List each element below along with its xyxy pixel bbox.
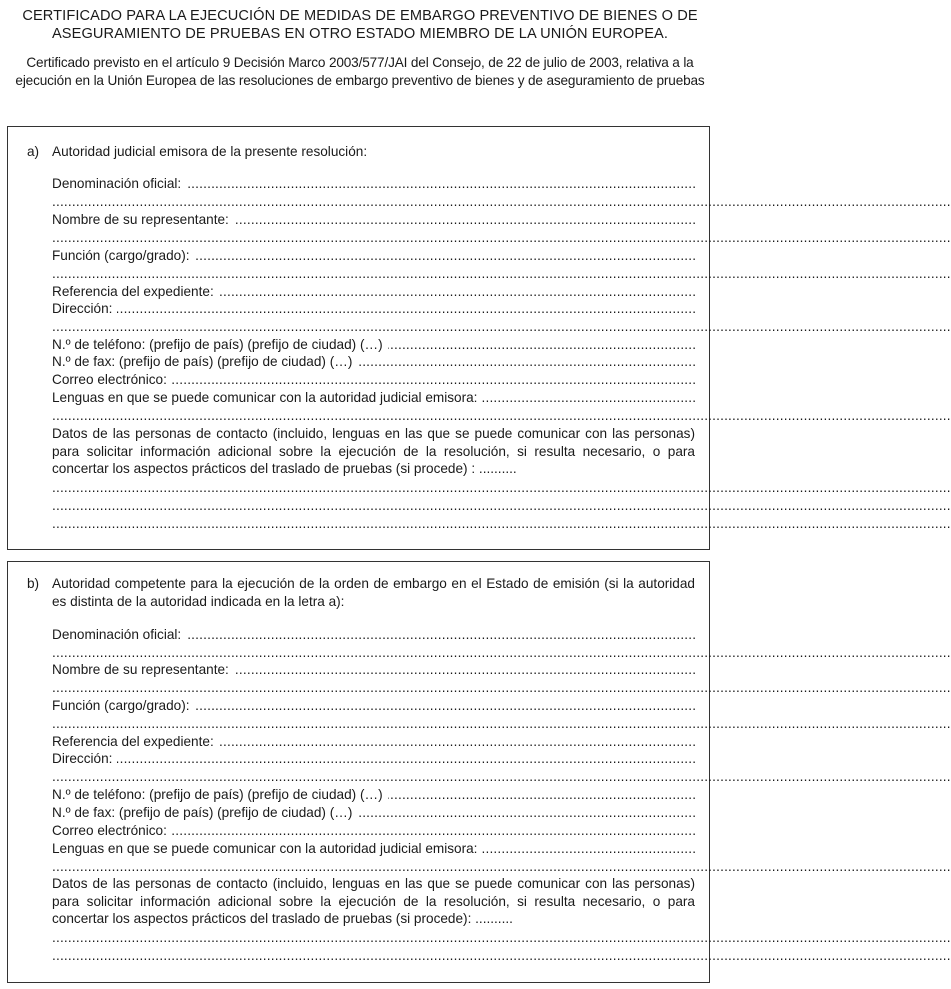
b-funcion-label: Función (cargo/grado): <box>52 697 195 714</box>
b-nombre-line-2[interactable]: .................................................................................................................................................................................................................................. <box>52 680 951 695</box>
b-contactos-line-3[interactable]: .................................................................................................................................................................................................................................. <box>52 948 951 963</box>
a-funcion-field[interactable] <box>52 247 695 264</box>
section-a-letter: a) <box>27 144 40 159</box>
document-title: CERTIFICADO PARA LA EJECUCIÓN DE MEDIDAS DE EMBARGO PREVENTIVO DE BIENES O DE ASEGURAMIENTO DE PRUEBAS EN OTRO ESTADO MIEMBRO DE LA UNIÓN EUROPEA. <box>22 8 698 42</box>
b-contactos-dots[interactable]: .......... <box>475 911 513 926</box>
a-contactos-text: Datos de las personas de contacto (incluido, lenguas en las que se puede comunicar con las personas) para solicitar información adicional sobre la ejecución de la resolución, si resulta necesario, o para concertar los aspectos prácticos del traslado de pruebas (si procede) : <box>52 426 695 476</box>
section-b-letter: b) <box>27 576 40 591</box>
a-correo-label: Correo electrónico: <box>52 371 172 388</box>
a-lenguas-field[interactable] <box>52 389 695 406</box>
section-b-heading: Autoridad competente para la ejecución de la orden de embargo en el Estado de emisión (si la autoridad es distinta de la autoridad indicada en la letra a): <box>52 576 695 609</box>
a-direccion-line-2[interactable]: .................................................................................................................................................................................................................................. <box>52 319 951 334</box>
section-a-heading: Autoridad judicial emisora de la presente resolución: <box>52 144 368 159</box>
a-lenguas-label: Lenguas en que se puede comunicar con la autoridad judicial emisora: <box>52 389 482 406</box>
a-denominacion-field[interactable] <box>52 175 695 192</box>
a-fax-label: N.º de fax: (prefijo de país) (prefijo de ciudad) (…) <box>52 353 357 370</box>
b-correo-label: Correo electrónico: <box>52 822 172 839</box>
b-lenguas-label: Lenguas en que se puede comunicar con la autoridad judicial emisora: <box>52 840 482 857</box>
a-referencia-field[interactable] <box>52 283 695 300</box>
a-funcion-line-2[interactable]: .................................................................................................................................................................................................................................. <box>52 266 951 281</box>
b-contactos-text: Datos de las personas de contacto (incluido, lenguas en las que se puede comunicar con las personas) para solicitar información adicional sobre la ejecución de la resolución, si resulta necesario, o para concertar los aspectos prácticos del traslado de pruebas (si procede): <box>52 876 695 926</box>
b-direccion-field[interactable] <box>52 750 695 767</box>
a-contactos-line-2[interactable]: .................................................................................................................................................................................................................................. <box>52 480 951 495</box>
b-direccion-line-2[interactable]: .................................................................................................................................................................................................................................. <box>52 769 951 784</box>
section-a-box <box>7 126 951 550</box>
b-nombre-field[interactable] <box>52 661 695 678</box>
a-contactos-dots[interactable]: .......... <box>478 461 517 476</box>
b-fax-label: N.º de fax: (prefijo de país) (prefijo de ciudad) (…) <box>52 804 357 821</box>
section-b-box <box>7 561 951 983</box>
a-nombre-line-2[interactable]: .................................................................................................................................................................................................................................. <box>52 230 951 245</box>
b-lenguas-field[interactable] <box>52 840 695 857</box>
b-contactos-line-2[interactable]: .................................................................................................................................................................................................................................. <box>52 930 951 945</box>
a-nombre-field[interactable] <box>52 211 695 228</box>
b-direccion-label: Dirección: <box>52 750 117 767</box>
a-funcion-label: Función (cargo/grado): <box>52 247 195 264</box>
a-contactos-line-4[interactable]: .................................................................................................................................................................................................................................. <box>52 516 951 531</box>
b-funcion-line-2[interactable]: .................................................................................................................................................................................................................................. <box>52 716 951 731</box>
a-denominacion-label: Denominación oficial: <box>52 175 186 192</box>
b-referencia-label: Referencia del expediente: <box>52 733 219 750</box>
document-subtitle: Certificado previsto en el artículo 9 Decisión Marco 2003/577/JAI del Consejo, de 22 de julio de 2003, relativa a la ejecución en la Unión Europea de las resoluciones de embargo preventivo de bienes y de aseguramiento de pruebas <box>15 55 705 88</box>
b-denominacion-label: Denominación oficial: <box>52 626 186 643</box>
b-funcion-field[interactable] <box>52 697 695 714</box>
b-telefono-field[interactable] <box>52 786 695 803</box>
b-denominacion-line-2[interactable]: .................................................................................................................................................................................................................................. <box>52 645 951 660</box>
b-contactos-paragraph <box>52 875 695 928</box>
b-denominacion-field[interactable] <box>52 626 695 643</box>
b-telefono-label: N.º de teléfono: (prefijo de país) (prefijo de ciudad) (…) <box>52 786 388 803</box>
b-fax-field[interactable] <box>52 804 695 821</box>
a-denominacion-line-2[interactable]: .................................................................................................................................................................................................................................. <box>52 194 951 209</box>
b-lenguas-line-2[interactable]: .................................................................................................................................................................................................................................. <box>52 859 951 874</box>
a-telefono-label: N.º de teléfono: (prefijo de país) (prefijo de ciudad) (…) <box>52 336 388 353</box>
b-correo-field[interactable] <box>52 822 695 839</box>
a-direccion-label: Dirección: <box>52 300 117 317</box>
a-correo-field[interactable] <box>52 371 695 388</box>
a-contactos-paragraph <box>52 425 695 478</box>
b-referencia-field[interactable] <box>52 733 695 750</box>
a-lenguas-line-2[interactable]: .................................................................................................................................................................................................................................. <box>52 408 951 423</box>
a-direccion-field[interactable] <box>52 300 695 317</box>
a-contactos-line-3[interactable]: .................................................................................................................................................................................................................................. <box>52 498 951 513</box>
a-nombre-label: Nombre de su representante: <box>52 211 234 228</box>
a-referencia-label: Referencia del expediente: <box>52 283 219 300</box>
b-nombre-label: Nombre de su representante: <box>52 661 234 678</box>
a-telefono-field[interactable] <box>52 336 695 353</box>
a-fax-field[interactable] <box>52 353 695 370</box>
